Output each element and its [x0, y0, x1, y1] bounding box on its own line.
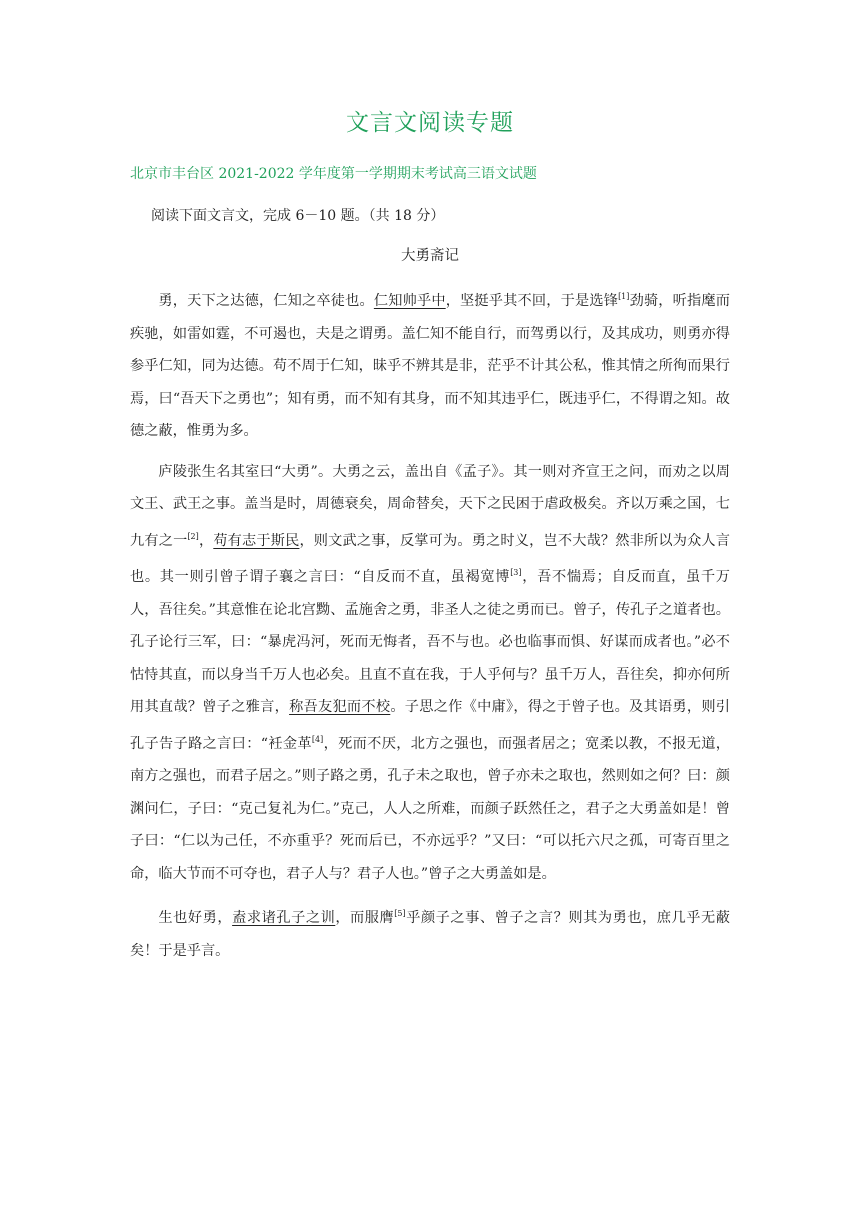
text-run: ，则文武之事，反掌可为。勇之时义，岂不大哉？然非所以为众人言也。其一则引曾子谓子襄之言曰：“自反而不直，虽褐宽博 [130, 532, 730, 585]
paragraph-1 [130, 281, 730, 448]
exam-source: 北京市丰台区 2021-2022 学年度第一学期期末考试高三语文试题 [130, 166, 537, 182]
underlined-phrase: 仁知帅乎中 [373, 293, 446, 309]
footnote-marker: [2] [187, 531, 199, 541]
reading-instruction: 阅读下面文言文，完成 6－10 题。（共 18 分） [151, 208, 445, 224]
text-run: 乎颜子之事、曾子之言？则其为勇也，庶几乎无蔽矣！于是乎言。 [130, 910, 730, 959]
text-run: 勇，天下之达德，仁知之卒徒也。 [158, 293, 374, 309]
text-run: ，而服膺 [335, 910, 395, 926]
paragraph-2 [130, 456, 730, 891]
text-run: 。子思之作《中庸》，得之于曾子也。及其语勇，则引孔子告子路之言曰：“衽金革 [130, 699, 730, 752]
underlined-phrase: 盍求诸孔子之训 [232, 910, 336, 926]
text-run: ， [198, 532, 214, 549]
text-run: ，吾不惴焉；自反而直，虽千万人，吾往矣。”其意惟在论北宫黝、孟施舍之勇，非圣人之徒之勇而已。曾子，传孔子之道者也。孔子论行三军，曰：“暴虎冯河，死而无悔者，吾不与也。必也临事而惧、好谋而成者也。”必不怙恃其直，而以身当千万人也必矣。且直不直在我，于人乎何与？虽千万人，吾往矣，抑亦何所用其直哉？曾子之雅言， [130, 569, 730, 715]
paragraph-3 [130, 898, 730, 967]
text-run: 庐陵张生名其室曰“大勇”。大勇之云，盖出自《孟子》。其一则对齐宣王之问，而劝之以周文王、武王之事。盖当是时，周德衰矣，周命替矣，天下之民困于虐政极矣。齐以万乘之国，七九有之一 [130, 463, 730, 549]
essay-body [130, 281, 730, 975]
text-run: ，坚挺乎其不回，于是选锋 [445, 293, 619, 309]
footnote-marker: [1] [618, 292, 630, 301]
text-run: ，死而不厌，北方之强也，而强者居之；宽柔以教，不报无道，南方之强也，而君子居之。”则子路之勇，孔子未之取也，曾子亦未之取也，然则如之何？曰：颜渊问仁，子曰：“克己复礼为仁。”克己，人人之所难，而颜子跃然任之，君子之大勇盖如是！曾子曰：“仁以为己任，不亦重乎？死而后已，不亦远乎？”又曰：“可以托六尺之孤，可寄百里之命，临大节而不可夺也，君子人与？君子人也。”曾子之大勇盖如是。 [130, 735, 730, 882]
page-title: 文言文阅读专题 [346, 110, 514, 136]
footnote-marker: [3] [510, 568, 522, 577]
essay-title: 大勇斋记 [401, 248, 459, 264]
text-run: 劲骑，听指麾而疾驰，如雷如霆，不可遏也，夫是之谓勇。盖仁知不能自行，而驾勇以行，及其成功，则勇亦得参乎仁知，同为达德。苟不周于仁知，昧乎不辨其是非，茫乎不计其公私，惟其情之所徇而果行焉，曰“吾天下之勇也”；知有勇，而不知有其身，而不知其违乎仁，既违乎仁，不得谓之知。故德之蔽，惟勇为多。 [130, 293, 730, 439]
footnote-marker: [4] [311, 734, 324, 744]
footnote-marker: [5] [394, 909, 406, 918]
underlined-phrase: 苟有志于斯民 [213, 532, 300, 549]
underlined-phrase: 称吾友犯而不校 [289, 699, 391, 715]
text-run: 生也好勇， [158, 910, 233, 926]
